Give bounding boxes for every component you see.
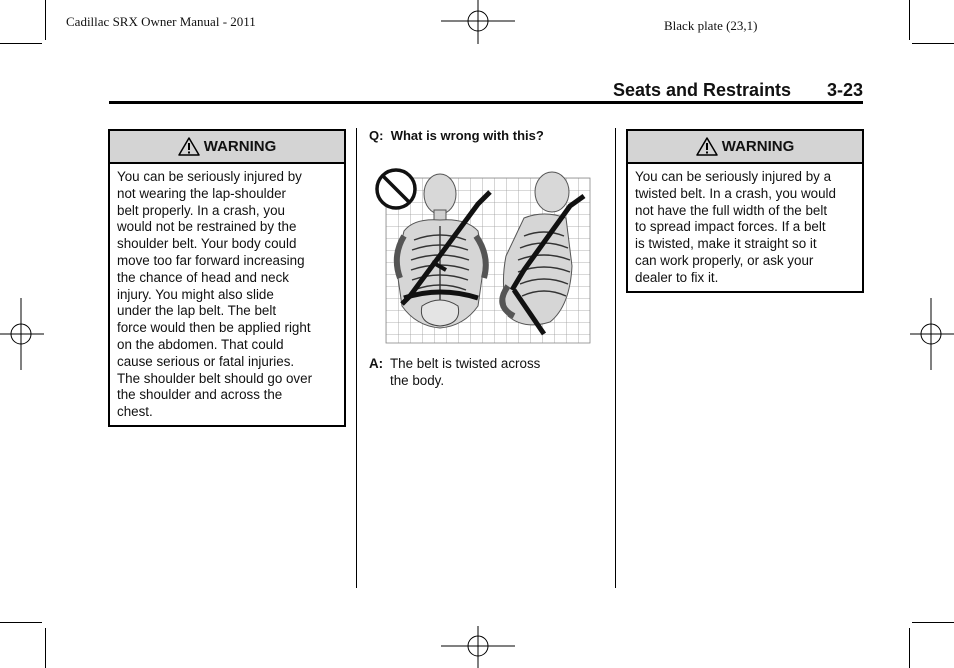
registration-mark-left <box>0 298 44 370</box>
warning-line: move too far forward increasing <box>117 252 305 268</box>
crop-mark <box>0 43 42 44</box>
warning-line: the shoulder and across the <box>117 387 283 403</box>
warning-header <box>628 131 862 164</box>
crop-mark <box>45 628 46 668</box>
warning-line: not have the full width of the belt <box>635 202 828 218</box>
warning-triangle-icon <box>696 137 718 156</box>
warning-line: is twisted, make it straight so it <box>635 236 817 252</box>
crop-mark <box>45 0 46 40</box>
column-divider <box>356 128 357 588</box>
crop-mark <box>909 0 910 40</box>
twisted-belt-illustration <box>374 166 592 344</box>
warning-line: cause serious or fatal injuries. <box>117 353 295 369</box>
manual-title: Cadillac SRX Owner Manual - 2011 <box>66 14 256 29</box>
warning-line: chest. <box>117 404 153 420</box>
warning-line: under the lap belt. The belt <box>117 303 277 319</box>
crop-mark <box>912 622 954 623</box>
answer-line: The belt is twisted across <box>390 356 541 371</box>
warning-box-left <box>108 129 346 427</box>
warning-line: belt properly. In a crash, you <box>117 202 285 218</box>
warning-line: You can be seriously injured by a <box>635 169 832 184</box>
answer-line: the body. <box>390 372 445 388</box>
warning-line: You can be seriously injured by <box>117 169 302 184</box>
question-label: Q: <box>369 128 384 143</box>
warning-line: force would then be applied right <box>117 320 311 336</box>
crop-mark <box>0 622 42 623</box>
column-divider <box>615 128 616 588</box>
registration-mark-right <box>910 298 954 370</box>
header-rule <box>109 101 863 104</box>
question-text: What is wrong with this? <box>390 128 544 143</box>
warning-header <box>110 131 344 164</box>
warning-body <box>110 164 344 428</box>
registration-mark-bottom <box>441 626 515 668</box>
question <box>369 128 544 143</box>
warning-line: would not be restrained by the <box>117 219 297 235</box>
crop-mark <box>909 628 910 668</box>
warning-line: The shoulder belt should go over <box>117 370 313 386</box>
warning-line: can work properly, or ask your <box>635 252 814 268</box>
prohibited-sign-icon <box>377 170 415 208</box>
registration-mark-top <box>441 0 515 44</box>
warning-line: twisted belt. In a crash, you would <box>635 185 836 201</box>
warning-triangle-icon <box>178 137 200 156</box>
page-number: 3-23 <box>827 80 864 100</box>
warning-title: WARNING <box>203 138 277 155</box>
answer <box>369 356 569 389</box>
warning-line: shoulder belt. Your body could <box>117 236 297 252</box>
warning-line: not wearing the lap-shoulder <box>117 185 286 201</box>
warning-line: to spread impact forces. If a belt <box>635 219 826 235</box>
answer-label: A: <box>369 356 384 371</box>
plate-label: Black plate (23,1) <box>664 18 758 33</box>
crop-mark <box>912 43 954 44</box>
section-title: Seats and Restraints <box>613 80 792 100</box>
warning-body <box>628 164 862 294</box>
warning-title: WARNING <box>721 138 795 155</box>
warning-box-right <box>626 129 864 293</box>
warning-line: injury. You might also slide <box>117 286 274 302</box>
warning-line: the chance of head and neck <box>117 269 289 285</box>
warning-line: dealer to fix it. <box>635 269 719 285</box>
warning-line: on the abdomen. That could <box>117 336 284 352</box>
